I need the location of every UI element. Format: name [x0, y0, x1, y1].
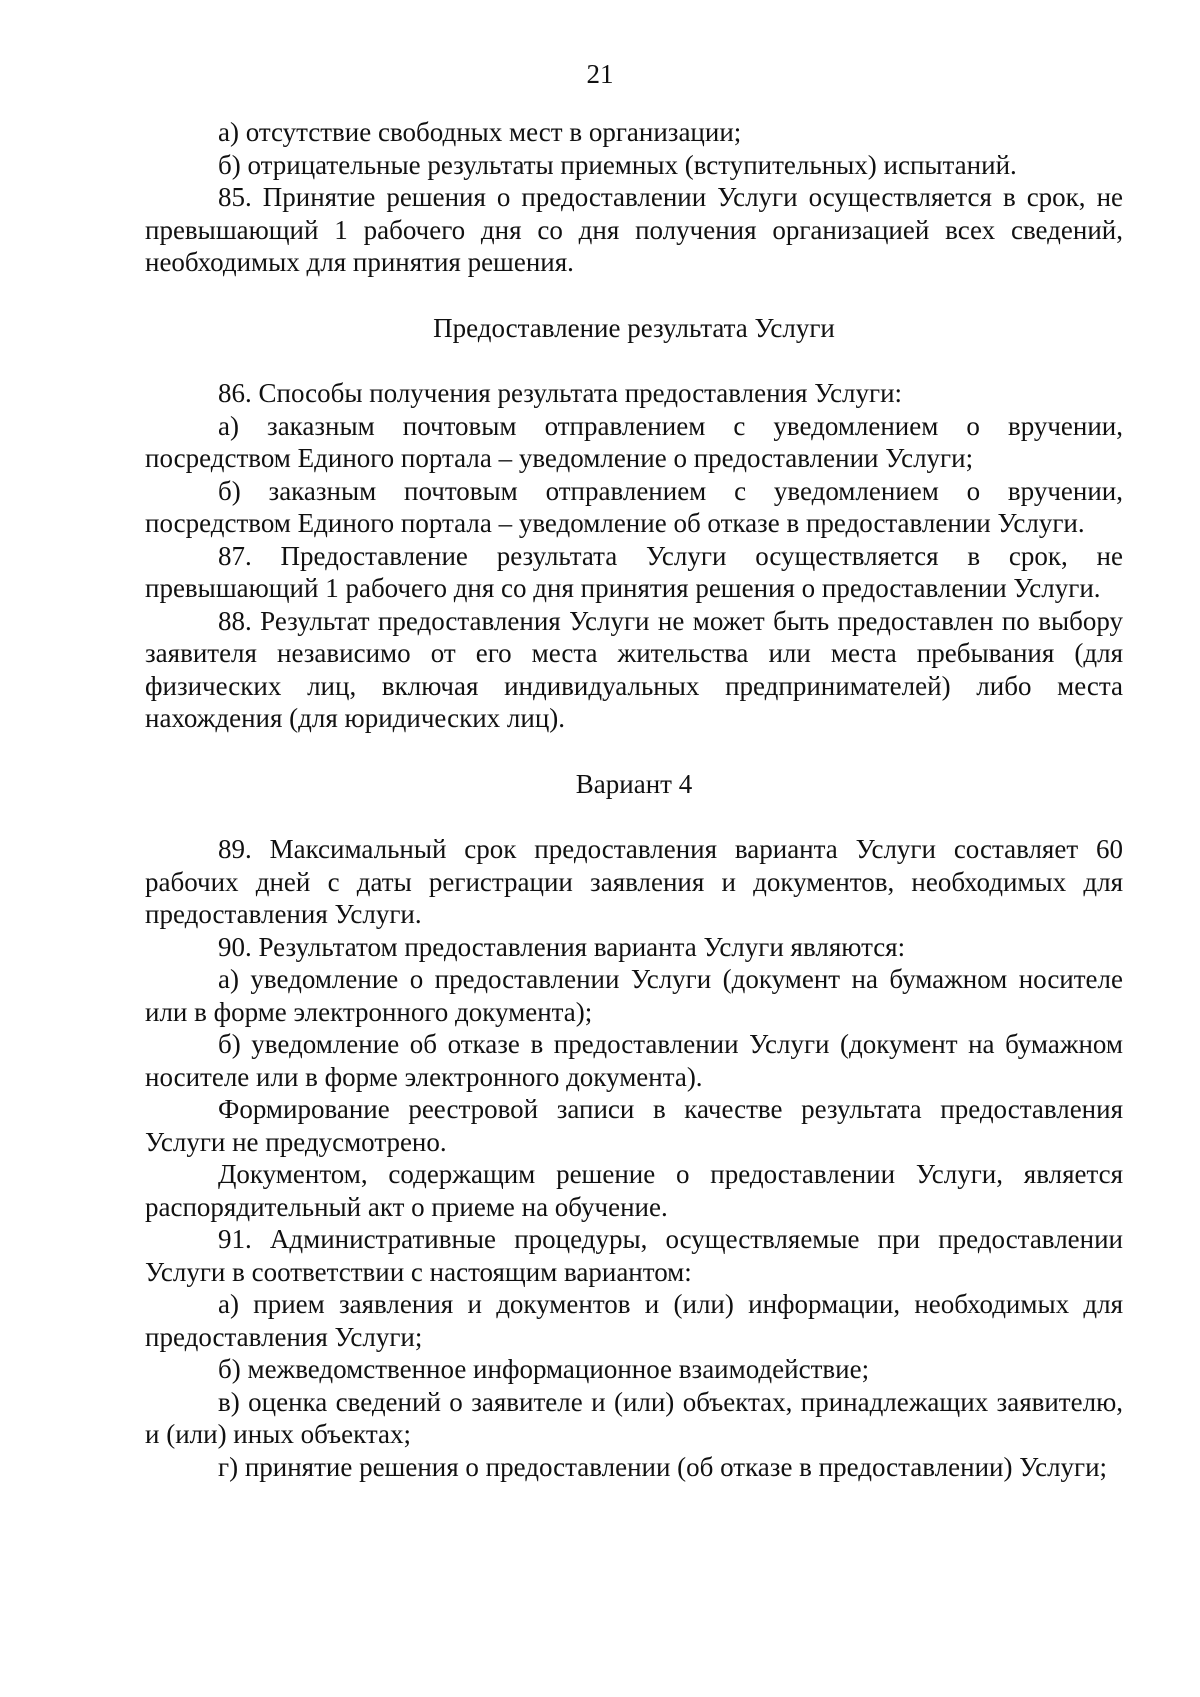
- paragraph-a-no-vacancies: а) отсутствие свободных мест в организации;: [218, 117, 742, 147]
- paragraph-90-b: б) уведомление об отказе в предоставлении Услуги (документ на бумажном носителе или в форме электронного документа).: [145, 1029, 1123, 1092]
- paragraph-86-a: а) заказным почтовым отправлением с уведомлением о вручении, посредством Единого портала – уведомление о предоставлении Услуги;: [145, 410, 1123, 473]
- paragraph-90: 90. Результатом предоставления варианта Услуги являются:: [218, 931, 906, 962]
- paragraph-86-b: б) заказным почтовым отправлением с уведомлением о вручении, посредством Единого портала – уведомление об отказе в предоставлении Услуги.: [145, 475, 1123, 538]
- paragraph-decision-document: Документом, содержащим решение о предоставлении Услуги, является распорядительный акт о приеме на обучение.: [145, 1159, 1123, 1222]
- paragraph-90-a: а) уведомление о предоставлении Услуги (документ на бумажном носителе или в форме электронного документа);: [145, 964, 1123, 1027]
- paragraph-86: 86. Способы получения результата предоставления Услуги:: [218, 378, 903, 408]
- paragraph-88: 88. Результат предоставления Услуги не может быть предоставлен по выбору заявителя независимо от его места жительства или места пребывания (для физических лиц, включая индивидуальных предпринимателей) либо места нахождения (для юридических лиц).: [145, 605, 1123, 733]
- section-heading-result-provision: Предоставление результата Услуги: [433, 312, 835, 343]
- page-number: 21: [586, 59, 614, 89]
- paragraph-91-b: б) межведомственное информационное взаимодействие;: [218, 1354, 870, 1384]
- paragraph-registry-record: Формирование реестровой записи в качестве результата предоставления Услуги не предусмотрено.: [145, 1094, 1123, 1157]
- paragraph-91-a: а) прием заявления и документов и (или) информации, необходимых для предоставления Услуги;: [145, 1289, 1123, 1352]
- paragraph-b-negative-tests: б) отрицательные результаты приемных (вступительных) испытаний.: [218, 149, 1017, 180]
- paragraph-85: 85. Принятие решения о предоставлении Услуги осуществляется в срок, не превышающий 1 рабочего дня со дня получения организацией всех сведений, необходимых для принятия решения.: [145, 182, 1123, 277]
- section-heading-variant-4: Вариант 4: [575, 768, 693, 799]
- paragraph-91-c: в) оценка сведений о заявителе и (или) объектах, принадлежащих заявителю, и (или) иных объектах;: [145, 1386, 1123, 1449]
- document-body: [145, 116, 1123, 1483]
- paragraph-87: 87. Предоставление результата Услуги осуществляется в срок, не превышающий 1 рабочего дня со дня принятия решения о предоставлении Услуги.: [145, 540, 1123, 603]
- paragraph-91-d: г) принятие решения о предоставлении (об отказе в предоставлении) Услуги;: [218, 1451, 1108, 1482]
- paragraph-89: 89. Максимальный срок предоставления варианта Услуги составляет 60 рабочих дней с даты регистрации заявления и документов, необходимых для предоставления Услуги.: [145, 834, 1123, 929]
- paragraph-91: 91. Административные процедуры, осуществляемые при предоставлении Услуги в соответствии с настоящим вариантом:: [145, 1224, 1123, 1287]
